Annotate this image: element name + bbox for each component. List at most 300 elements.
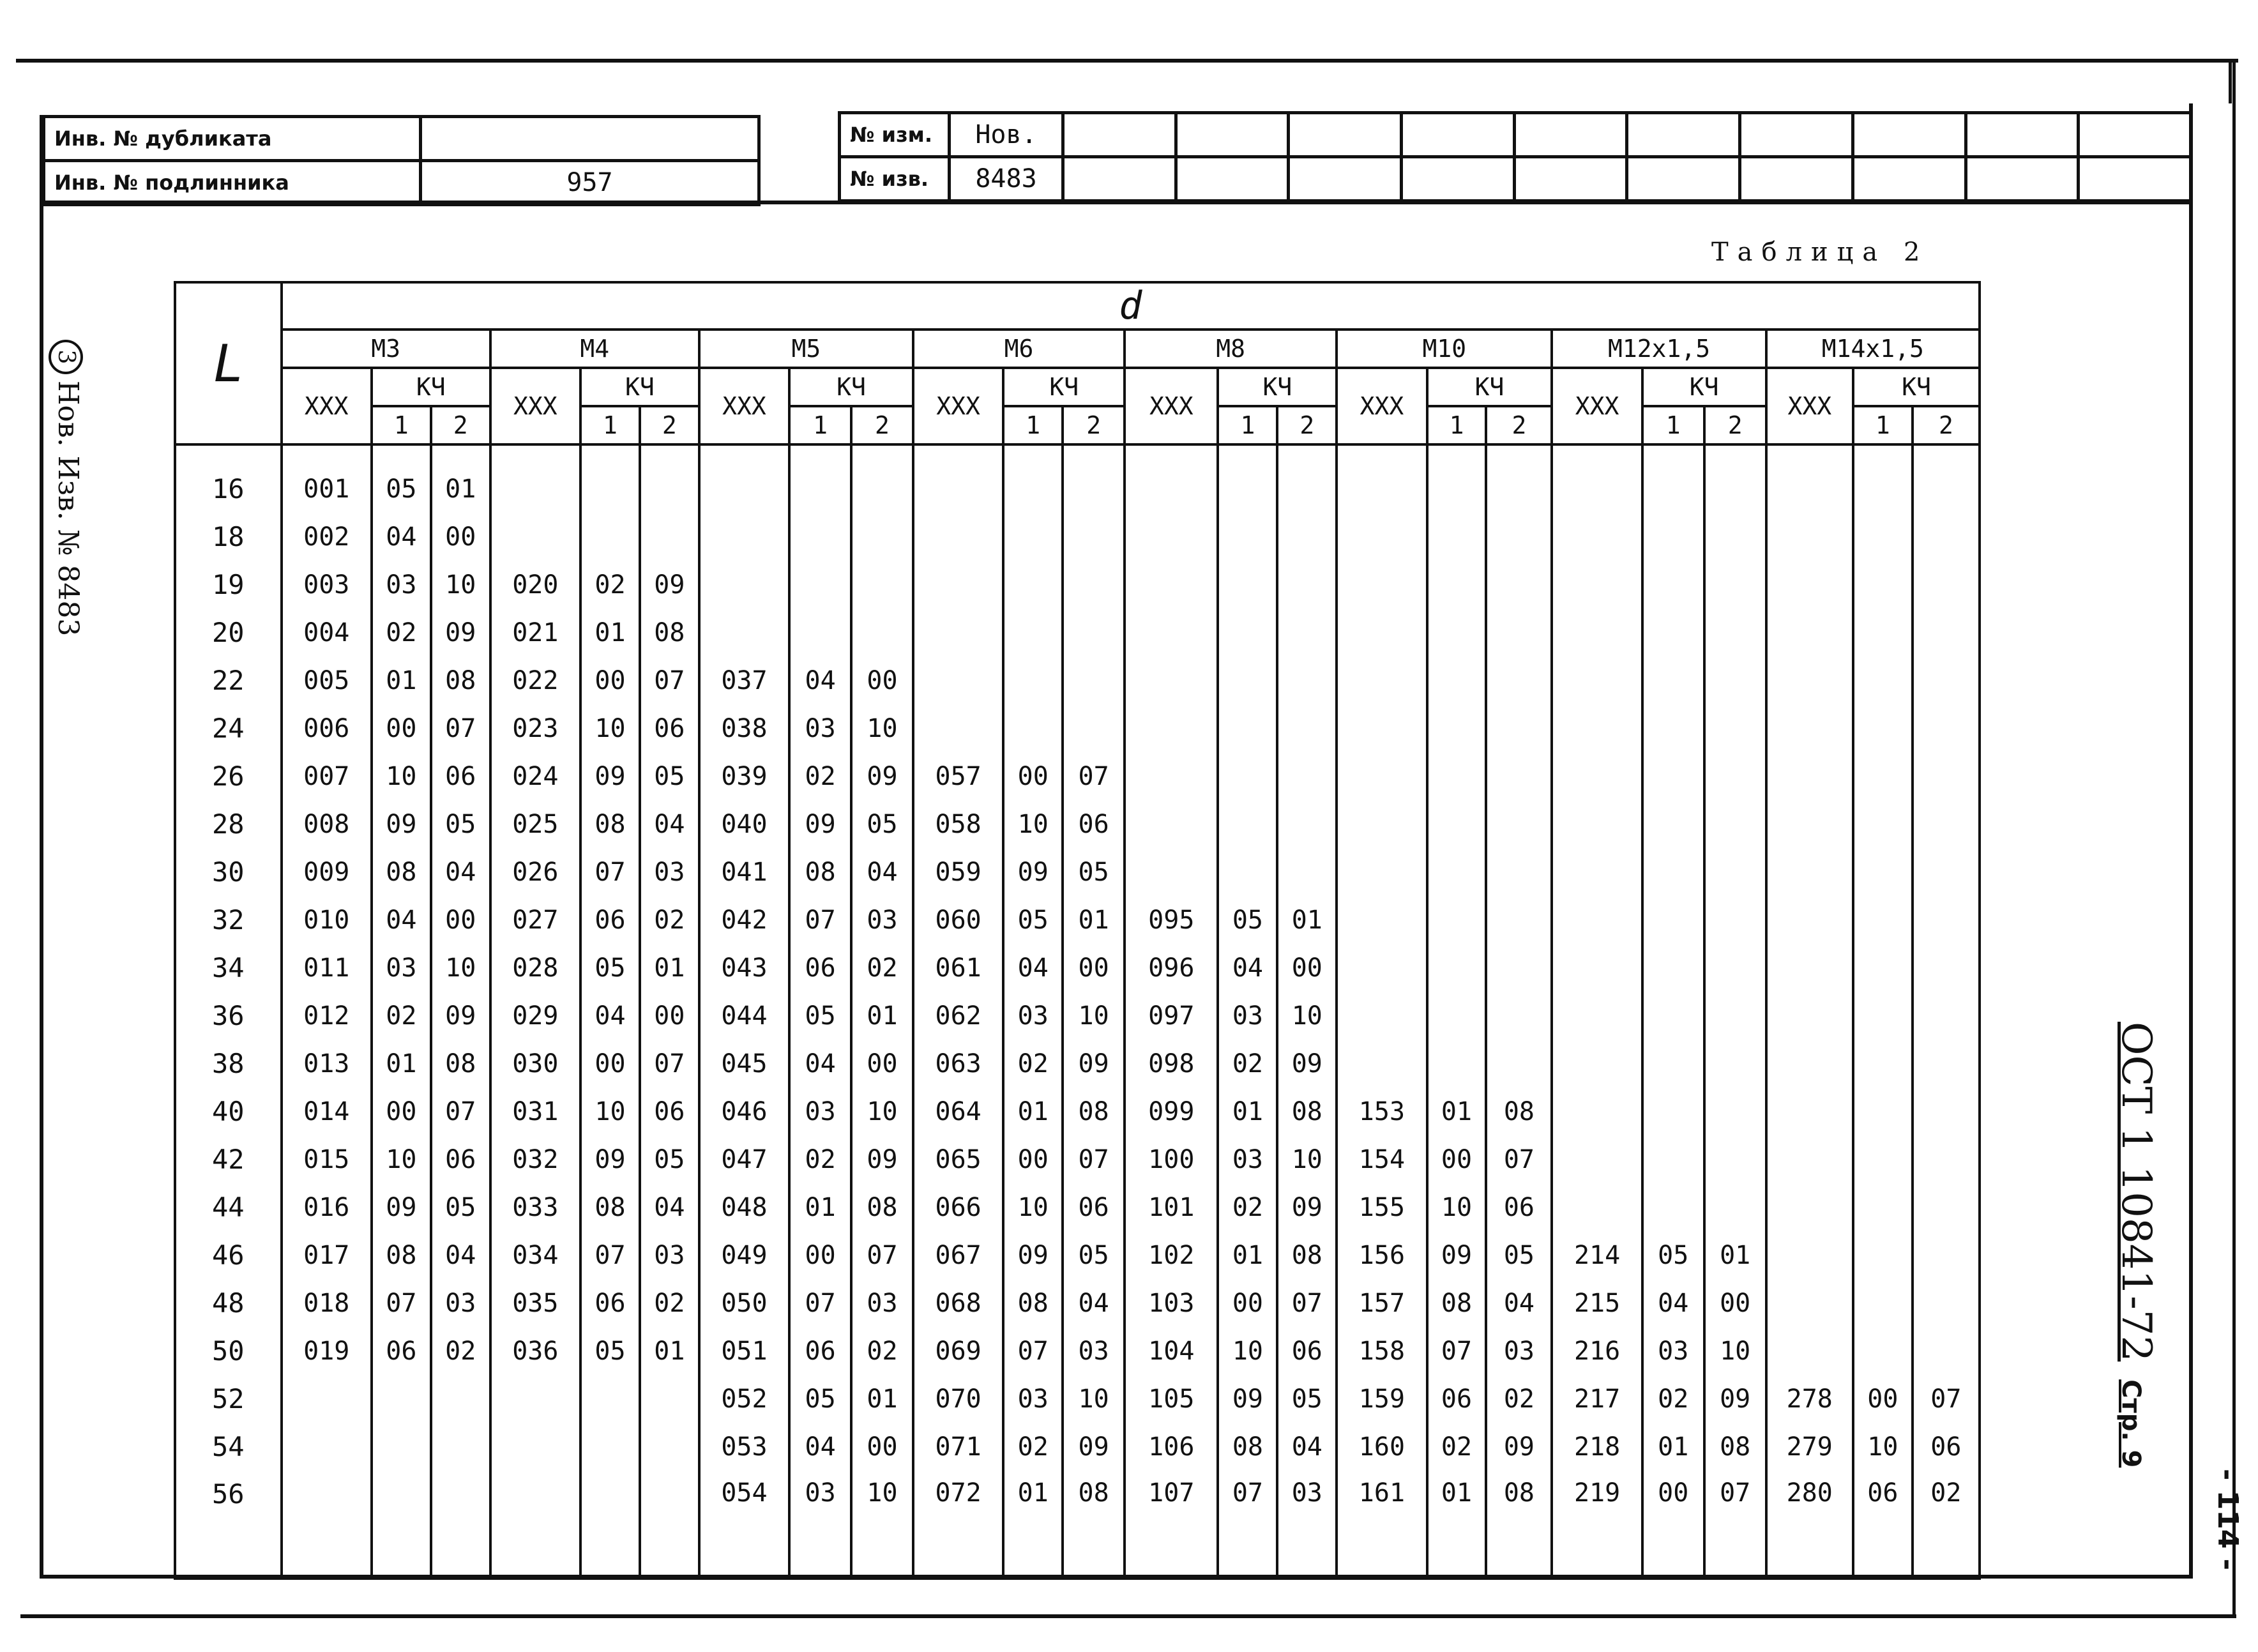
table-cell: 160 (1337, 1423, 1427, 1471)
header-row-d (175, 282, 1980, 330)
table-cell (851, 561, 913, 609)
row-length: 42 (175, 1135, 282, 1183)
row-length: 46 (175, 1231, 282, 1279)
table-cell: 01 (851, 1375, 913, 1423)
filler-cell (789, 1539, 851, 1578)
header-kch: КЧ (789, 368, 913, 406)
table-cell: 009 (282, 848, 372, 896)
table-cell (1277, 800, 1337, 848)
table-cell: 04 (640, 1183, 699, 1231)
filler-cell (1913, 1539, 1980, 1578)
table-cell: 017 (282, 1231, 372, 1279)
table-cell: 05 (1218, 896, 1277, 944)
header-size: М6 (913, 330, 1125, 368)
table-cell: 09 (1063, 1423, 1125, 1471)
table-cell: 06 (372, 1327, 431, 1375)
stamp-left (42, 115, 761, 206)
table-row (175, 1327, 1980, 1375)
table-cell: 018 (282, 1279, 372, 1327)
table-cell: 032 (490, 1135, 580, 1183)
table-cell (1337, 513, 1427, 561)
table-cell: 08 (1704, 1423, 1766, 1471)
table-cell (1337, 704, 1427, 752)
table-row (175, 1471, 1980, 1539)
table-cell: 008 (282, 800, 372, 848)
table-cell: 09 (431, 992, 490, 1040)
table-cell (372, 1423, 431, 1471)
data-table (174, 281, 1981, 1580)
table-cell (1486, 1040, 1552, 1087)
stamp-cell (1063, 157, 1176, 201)
table-cell: 016 (282, 1183, 372, 1231)
table-cell (1218, 609, 1277, 656)
table-cell: 012 (282, 992, 372, 1040)
stamp-cell (1740, 113, 1853, 157)
filler-cell (372, 1539, 431, 1578)
spacer-cell (789, 444, 851, 465)
table-cell (580, 1471, 640, 1539)
table-cell (1125, 800, 1218, 848)
table-cell: 031 (490, 1087, 580, 1135)
table-cell: 09 (1704, 1375, 1766, 1423)
table-cell: 07 (789, 1279, 851, 1327)
table-cell: 050 (699, 1279, 789, 1327)
table-cell: 041 (699, 848, 789, 896)
table-cell: 279 (1766, 1423, 1853, 1471)
table-cell: 033 (490, 1183, 580, 1231)
stamp-cell (1853, 113, 1966, 157)
table-cell: 01 (1427, 1087, 1487, 1135)
table-cell (851, 465, 913, 513)
filler-cell (1642, 1539, 1704, 1578)
table-cell (1486, 704, 1552, 752)
table-cell: 03 (1486, 1327, 1552, 1375)
spacer-cell (372, 444, 431, 465)
table-cell: 096 (1125, 944, 1218, 992)
spacer-cell (1766, 444, 1853, 465)
spacer-cell (1277, 444, 1337, 465)
table-cell (1063, 561, 1125, 609)
table-cell (372, 1471, 431, 1539)
table-cell: 02 (1427, 1423, 1487, 1471)
table-cell: 00 (1277, 944, 1337, 992)
header-kch-2: 2 (431, 406, 490, 444)
table-cell (1552, 896, 1642, 944)
table-cell: 04 (431, 1231, 490, 1279)
header-xxx: ХХХ (1125, 368, 1218, 444)
table-cell: 05 (640, 1135, 699, 1183)
table-cell: 10 (1003, 1183, 1063, 1231)
filler-cell (1853, 1539, 1913, 1578)
table-cell: 09 (1277, 1040, 1337, 1087)
table-cell: 097 (1125, 992, 1218, 1040)
table-cell: 04 (372, 896, 431, 944)
table-cell (1427, 513, 1487, 561)
table-cell (1913, 609, 1980, 656)
table-cell: 098 (1125, 1040, 1218, 1087)
header-kch: КЧ (1642, 368, 1766, 406)
table-cell: 011 (282, 944, 372, 992)
filler-cell (490, 1539, 580, 1578)
table-cell: 01 (1642, 1423, 1704, 1471)
header-kch-1: 1 (580, 406, 640, 444)
table-cell: 214 (1552, 1231, 1642, 1279)
table-cell (282, 1375, 372, 1423)
table-cell: 05 (1063, 848, 1125, 896)
table-cell: 010 (282, 896, 372, 944)
table-cell (1766, 992, 1853, 1040)
table-cell: 06 (640, 1087, 699, 1135)
table-cell (1337, 992, 1427, 1040)
table-cell (1913, 992, 1980, 1040)
table-cell: 10 (580, 704, 640, 752)
table-cell: 023 (490, 704, 580, 752)
stamp-cell (1402, 157, 1515, 201)
row-length: 26 (175, 752, 282, 800)
stamp-row-izm (840, 113, 2192, 157)
header-xxx: ХХХ (699, 368, 789, 444)
table-cell (1218, 465, 1277, 513)
table-cell: 00 (431, 513, 490, 561)
table-cell: 063 (913, 1040, 1003, 1087)
table-cell (1642, 561, 1704, 609)
table-cell: 05 (580, 944, 640, 992)
stamp-label-izv: № изв. (840, 157, 950, 201)
table-cell (1766, 1279, 1853, 1327)
table-cell (1642, 848, 1704, 896)
table-cell: 02 (640, 896, 699, 944)
table-cell (1277, 465, 1337, 513)
table-cell (580, 513, 640, 561)
header-kch-1: 1 (1218, 406, 1277, 444)
spacer-cell (431, 444, 490, 465)
table-cell: 002 (282, 513, 372, 561)
table-cell (1277, 752, 1337, 800)
table-cell: 026 (490, 848, 580, 896)
header-kch-1: 1 (372, 406, 431, 444)
table-cell (1913, 704, 1980, 752)
table-cell (1704, 465, 1766, 513)
table-cell: 09 (851, 752, 913, 800)
filler-cell (851, 1539, 913, 1578)
table-cell (1853, 1231, 1913, 1279)
table-cell: 01 (1063, 896, 1125, 944)
table-cell: 066 (913, 1183, 1003, 1231)
stamp-cell (1289, 113, 1402, 157)
table-cell: 071 (913, 1423, 1003, 1471)
table-row (175, 1423, 1980, 1471)
table-cell: 09 (372, 1183, 431, 1231)
table-cell (1218, 848, 1277, 896)
table-cell: 020 (490, 561, 580, 609)
table-cell: 038 (699, 704, 789, 752)
header-xxx: ХХХ (490, 368, 580, 444)
table-cell (1063, 465, 1125, 513)
row-length: 48 (175, 1279, 282, 1327)
table-cell: 02 (372, 609, 431, 656)
table-cell: 02 (640, 1279, 699, 1327)
table-cell: 08 (1063, 1087, 1125, 1135)
table-cell (1427, 992, 1487, 1040)
table-cell (1486, 992, 1552, 1040)
table-cell: 045 (699, 1040, 789, 1087)
table-cell (640, 1471, 699, 1539)
table-cell: 05 (640, 752, 699, 800)
table-cell: 00 (1642, 1471, 1704, 1539)
table-cell: 03 (851, 896, 913, 944)
table-cell (1913, 513, 1980, 561)
stamp-row-duplicate (44, 117, 759, 161)
table-cell: 04 (1277, 1423, 1337, 1471)
table-cell (1337, 609, 1427, 656)
table-cell (1642, 465, 1704, 513)
table-cell (1913, 1087, 1980, 1135)
table-cell: 156 (1337, 1231, 1427, 1279)
side-note (49, 340, 84, 636)
stamp-cell (1966, 113, 2079, 157)
table-cell: 068 (913, 1279, 1003, 1327)
filler-cell (1766, 1539, 1853, 1578)
header-kch-2: 2 (1913, 406, 1980, 444)
table-cell: 00 (580, 656, 640, 704)
table-cell: 07 (580, 848, 640, 896)
stamp-cell (1063, 113, 1176, 157)
table-cell (1427, 704, 1487, 752)
table-cell: 06 (1913, 1423, 1980, 1471)
table-cell: 059 (913, 848, 1003, 896)
table-row (175, 1231, 1980, 1279)
table-cell (1766, 656, 1853, 704)
table-cell (1766, 704, 1853, 752)
table-cell (1427, 656, 1487, 704)
stamp-cell (1514, 113, 1627, 157)
table-cell (1642, 704, 1704, 752)
table-cell (789, 561, 851, 609)
table-cell (1218, 704, 1277, 752)
table-cell: 08 (851, 1183, 913, 1231)
table-cell: 00 (580, 1040, 640, 1087)
table-cell (1125, 465, 1218, 513)
table-cell (1913, 896, 1980, 944)
table-cell (1486, 800, 1552, 848)
row-length: 22 (175, 656, 282, 704)
table-cell: 01 (372, 656, 431, 704)
table-cell (1552, 848, 1642, 896)
table-cell: 065 (913, 1135, 1003, 1183)
table-cell: 280 (1766, 1471, 1853, 1539)
table-cell (282, 1471, 372, 1539)
table-cell: 09 (1063, 1040, 1125, 1087)
header-xxx: ХХХ (1337, 368, 1427, 444)
header-size: М10 (1337, 330, 1552, 368)
table-cell (1486, 848, 1552, 896)
table-cell: 08 (431, 1040, 490, 1087)
header-row-kch (175, 406, 1980, 444)
spacer-cell (580, 444, 640, 465)
table-cell (1125, 561, 1218, 609)
table-cell: 03 (640, 848, 699, 896)
table-cell: 04 (372, 513, 431, 561)
table-row (175, 513, 1980, 561)
table-cell (1704, 513, 1766, 561)
spacer-cell (1218, 444, 1277, 465)
table-cell (1486, 752, 1552, 800)
table-cell (1913, 944, 1980, 992)
table-cell (1642, 656, 1704, 704)
table-cell: 01 (1277, 896, 1337, 944)
table-cell (1704, 1135, 1766, 1183)
table-cell (1125, 704, 1218, 752)
table-cell (1337, 656, 1427, 704)
table-cell: 07 (1218, 1471, 1277, 1539)
top-rule (16, 59, 2238, 63)
table-cell (1642, 1040, 1704, 1087)
row-length: 20 (175, 609, 282, 656)
table-cell (1766, 1231, 1853, 1279)
table-cell: 103 (1125, 1279, 1218, 1327)
stamp-cell (1176, 157, 1289, 201)
header-kch-2: 2 (1486, 406, 1552, 444)
table-cell: 014 (282, 1087, 372, 1135)
table-cell: 03 (789, 1471, 851, 1539)
header-xxx: ХХХ (913, 368, 1003, 444)
table-cell (1125, 513, 1218, 561)
table-row (175, 992, 1980, 1040)
table-cell (1766, 465, 1853, 513)
table-cell: 10 (431, 561, 490, 609)
table-cell (1704, 1183, 1766, 1231)
table-cell (1552, 800, 1642, 848)
page-number: - 114 - (2211, 1469, 2244, 1571)
table-cell (1277, 609, 1337, 656)
table-cell: 039 (699, 752, 789, 800)
header-kch: КЧ (1218, 368, 1337, 406)
table-row (175, 800, 1980, 848)
table-cell: 155 (1337, 1183, 1427, 1231)
table-cell: 003 (282, 561, 372, 609)
table-cell: 054 (699, 1471, 789, 1539)
table-cell (1704, 992, 1766, 1040)
table-cell: 106 (1125, 1423, 1218, 1471)
spacer-cell (490, 444, 580, 465)
table-cell (1704, 848, 1766, 896)
table-cell: 07 (1913, 1375, 1980, 1423)
table-cell: 01 (851, 992, 913, 1040)
table-cell (1704, 561, 1766, 609)
table-cell: 10 (372, 752, 431, 800)
table-cell: 09 (431, 609, 490, 656)
table-cell: 07 (1063, 752, 1125, 800)
table-cell (1486, 609, 1552, 656)
table-cell: 217 (1552, 1375, 1642, 1423)
spacer-cell (1552, 444, 1642, 465)
table-cell: 09 (851, 1135, 913, 1183)
table-cell (1552, 1135, 1642, 1183)
stamp-value-izv: 8483 (950, 157, 1063, 201)
table-cell: 04 (1218, 944, 1277, 992)
table-cell (1552, 992, 1642, 1040)
stamp-value-izm: Нов. (950, 113, 1063, 157)
table-cell: 07 (1063, 1135, 1125, 1183)
table-cell: 04 (1063, 1279, 1125, 1327)
header-d: d (282, 282, 1980, 330)
table-cell (282, 1423, 372, 1471)
table-cell: 047 (699, 1135, 789, 1183)
table-cell: 09 (1218, 1375, 1277, 1423)
table-cell: 01 (1003, 1471, 1063, 1539)
row-length: 24 (175, 704, 282, 752)
filler-cell (913, 1539, 1003, 1578)
table-cell (1853, 848, 1913, 896)
table-cell (580, 465, 640, 513)
table-cell (851, 609, 913, 656)
table-cell: 01 (1427, 1471, 1487, 1539)
table-cell (1337, 944, 1427, 992)
table-cell: 10 (851, 704, 913, 752)
table-cell: 105 (1125, 1375, 1218, 1423)
table-cell (913, 609, 1003, 656)
header-kch: КЧ (1853, 368, 1980, 406)
table-cell (1486, 513, 1552, 561)
table-cell: 052 (699, 1375, 789, 1423)
header-kch-1: 1 (1427, 406, 1487, 444)
table-cell (1552, 1183, 1642, 1231)
table-row (175, 944, 1980, 992)
table-cell: 034 (490, 1231, 580, 1279)
table-cell (1552, 944, 1642, 992)
filler-cell (580, 1539, 640, 1578)
table-cell: 004 (282, 609, 372, 656)
table-cell: 035 (490, 1279, 580, 1327)
doc-code-block (2112, 1022, 2160, 1467)
table-cell: 07 (640, 1040, 699, 1087)
table-cell: 019 (282, 1327, 372, 1375)
table-cell: 02 (372, 992, 431, 1040)
table-cell: 046 (699, 1087, 789, 1135)
stamp-cell (1289, 157, 1402, 201)
table-cell (1704, 752, 1766, 800)
spacer-cell (1427, 444, 1487, 465)
table-cell: 03 (789, 1087, 851, 1135)
header-xxx: ХХХ (282, 368, 372, 444)
table-cell: 03 (1642, 1327, 1704, 1375)
table-cell: 09 (1003, 1231, 1063, 1279)
table-cell (1642, 513, 1704, 561)
table-cell: 057 (913, 752, 1003, 800)
table-cell (1853, 656, 1913, 704)
table-cell: 03 (1218, 992, 1277, 1040)
table-cell: 013 (282, 1040, 372, 1087)
table-cell: 00 (372, 704, 431, 752)
table-cell: 015 (282, 1135, 372, 1183)
table-cell: 02 (1003, 1040, 1063, 1087)
table-cell (1552, 561, 1642, 609)
table-cell (1427, 1040, 1487, 1087)
table-cell (1125, 656, 1218, 704)
table-cell: 095 (1125, 896, 1218, 944)
table-cell (699, 513, 789, 561)
table-cell: 049 (699, 1231, 789, 1279)
stamp-cell (2079, 157, 2192, 201)
table-cell: 01 (580, 609, 640, 656)
table-cell: 061 (913, 944, 1003, 992)
table-cell: 07 (1427, 1327, 1487, 1375)
table-cell: 00 (431, 896, 490, 944)
table-cell (1766, 609, 1853, 656)
table-cell (1766, 513, 1853, 561)
spacer-cell (282, 444, 372, 465)
table-cell: 02 (789, 1135, 851, 1183)
